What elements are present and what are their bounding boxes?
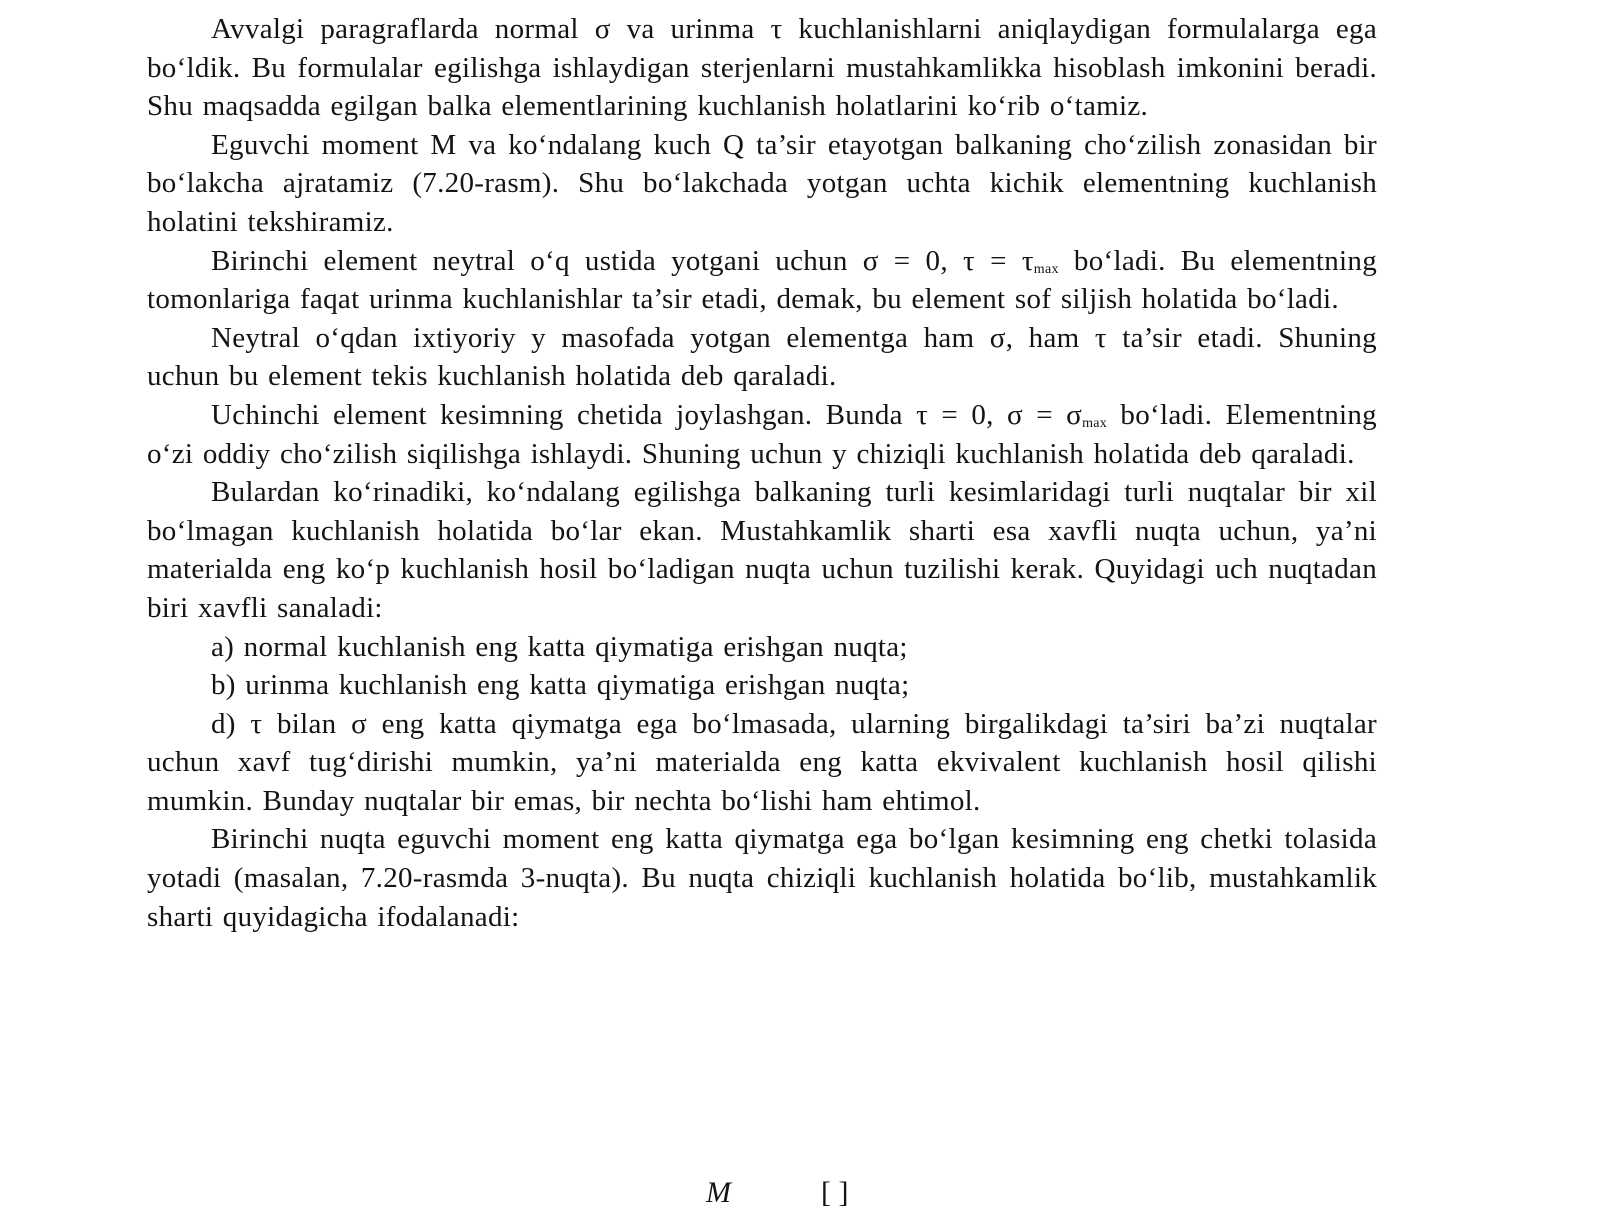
list-item-d: d) τ bilan σ eng katta qiymatga ega bo‘lmasada, ularning birgalikdagi ta’siri ba’zi nuqtalar uchun xavf tug‘dirishi mumkin, ya’ni materialda eng katta ekvivalent kuchlanish hosil qilishi mumkin. Bunday nuqtalar bir emas, bir nechta bo‘lishi ham ehtimol. [147, 707, 1377, 817]
subscript-max: max [1082, 415, 1108, 431]
subscript-max: max [1033, 261, 1059, 277]
paragraph-third-element [147, 396, 1377, 473]
document-page [147, 10, 1377, 936]
list-item-b: b) urinma kuchlanish eng katta qiymatiga erishgan nuqta; [211, 669, 910, 702]
paragraph-neutral-axis: Neytral o‘qdan ixtiyoriy y masofada yotgan elementga ham σ, ham τ ta’sir etadi. Shuning uchun bu element tekis kuchlanish holatida deb qaraladi. [147, 321, 1377, 393]
formula-bracket: [ ] [821, 1176, 849, 1209]
formula-moment-symbol: M [706, 1176, 731, 1209]
paragraph-third-element-tail: bo‘ladi. Elementning o‘zi oddiy cho‘zilish siqilishga ishlaydi. Shuning uchun y chiziqli kuchlanish holatida deb qaraladi. [147, 398, 1377, 470]
paragraph-first-element-tail: bo‘ladi. Bu elementning tomonlariga faqat urinma kuchlanishlar ta’sir etadi, demak, bu element sof siljish holatida bo‘ladi. [147, 244, 1377, 316]
paragraph-first-element-text: Birinchi element neytral o‘q ustida yotgani uchun σ = 0, τ = τ [211, 244, 1034, 277]
paragraph-stress-zone: Eguvchi moment M va ko‘ndalang kuch Q ta’sir etayotgan balkaning cho‘zilish zonasidan bir bo‘lakcha ajratamiz (7.20-rasm). Shu bo‘lakchada yotgan uchta kichik elementning kuchlanish holatini tekshiramiz. [147, 128, 1377, 238]
paragraph-intro: Avvalgi paragraflarda normal σ va urinma τ kuchlanishlarni aniqlaydigan formulalarga ega bo‘ldik. Bu formulalar egilishga ishlaydigan sterjenlarni mustahkamlikka hisoblash imkonini beradi. Shu maqsadda egilgan balka elementlarining kuchlanish holatlarini ko‘rib o‘tamiz. [147, 13, 1377, 123]
paragraph-third-element-text: Uchinchi element kesimning chetida joylashgan. Bunda τ = 0, σ = σ [211, 398, 1083, 431]
paragraph-first-point: Birinchi nuqta eguvchi moment eng katta qiymatga ega bo‘lgan kesimning eng chetki tolasida yotadi (masalan, 7.20-rasmda 3-nuqta). Bu nuqta chiziqli kuchlanish holatida bo‘lib, mustahkamlik sharti quyidagicha ifodalanadi: [147, 823, 1377, 933]
strength-condition-formula [706, 1178, 848, 1208]
list-item-a: a) normal kuchlanish eng katta qiymatiga erishgan nuqta; [211, 630, 908, 663]
paragraph-dangerous-points: Bulardan ko‘rinadiki, ko‘ndalang egilishga balkaning turli kesimlaridagi turli nuqtalar bir xil bo‘lmagan kuchlanish holatida bo‘lar ekan. Mustahkamlik sharti esa xavfli nuqta uchun, ya’ni materialda eng ko‘p kuchlanish hosil bo‘ladigan nuqta uchun tuzilishi kerak. Quyidagi uch nuqtadan biri xavfli sanaladi: [147, 476, 1377, 624]
paragraph-first-element [147, 242, 1377, 319]
